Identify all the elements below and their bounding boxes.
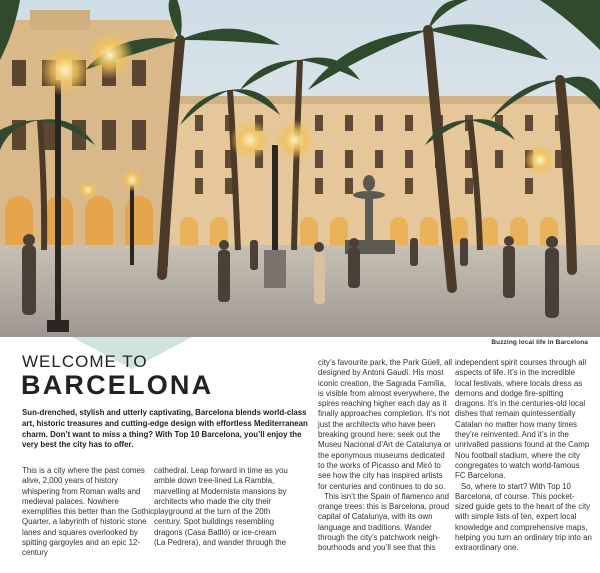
text-column-2 <box>154 466 289 548</box>
text-column-3 <box>318 358 453 554</box>
intro-paragraph: Sun-drenched, stylish and utterly captivating, Barcelona blends world-class art, historic treasures and cutting-edge design with effortless Mediterranean charm. Don’t want to miss a thing? With Top 10 Barcelona, you’ll enjoy the very best the city has to offer. <box>22 408 308 450</box>
column-paragraph: This isn’t the Spain of flamenco and orange trees: this is Barcelona, proud capital of Catalunya, with its own language and traditions. Wander through the city’s patchwork neighbourhoods and you’ll see that this <box>318 491 450 553</box>
column-paragraph: So, where to start? With Top 10 Barcelona, of course. This pocket-sized guide gets to the heart of the city with simple lists of ten, expert local knowledge and comprehensive maps, helping you turn an ordinary trip into an extraordinary one. <box>455 481 592 553</box>
photo-caption: Buzzing local life in Barcelona <box>491 339 588 346</box>
column-paragraph: cathedral. Leap forward in time as you amble down tree-lined La Rambla, marvelling at Modernista mansions by architects who made the city their playground at the turn of the 20th century. Spot buildings resembling dragons (Casa Batlló) or ice-cream (La Pedrera), and wander through the <box>154 466 288 548</box>
column-paragraph: This is a city where the past comes alive, 2,000 years of history whispering from Roman walls and medieval palaces. Nowhere exemplifies this better than the Gothic Quarter, a labyrinth of historic stone lanes and squares overlooked by spitting gargoyles and an epic 12-century <box>22 466 155 558</box>
text-column-1 <box>22 466 157 559</box>
page-title: BARCELONA <box>21 370 214 400</box>
heading-kicker: WELCOME TO <box>22 352 148 371</box>
text-column-4 <box>455 358 592 554</box>
column-paragraph: city’s favourite park, the Park Güell, all designed by Antoni Gaudí. His most iconic creation, the Sagrada Família, is visible from almost everywhere, the spires reaching higher each day as it finally approaches completion. It’s not just the architects who have been breaking ground here: seek out the Museu Nacional d’Art de Catalunya or the eponymous museums dedicated to the works of Picasso and Miró to see how the city has inspired artists for centuries and continues to do so. <box>318 358 453 491</box>
column-paragraph: independent spirit courses through all aspects of life. It’s in the incredible local festivals, where locals dress as demons and dodge fire-spitting dragons. It’s in the centuries-old local dishes that remain quintessentially Catalan no matter how many times they’re reinvented. And it’s in the unrivalled passions found at the Camp Nou football stadium, where the city congregates to watch world-famous FC Barcelona. <box>455 358 590 481</box>
